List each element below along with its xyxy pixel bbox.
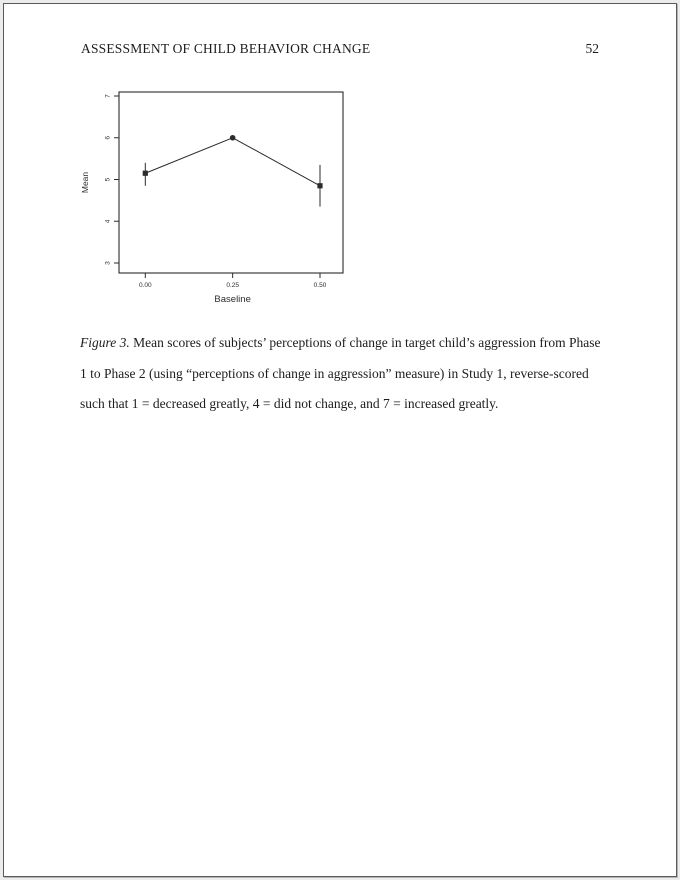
y-tick-label: 3 [104,261,112,265]
y-axis-title: Mean [80,171,90,194]
y-tick-label: 6 [104,135,112,140]
caption-line-3: such that 1 = decreased greatly, 4 = did not change, and 7 = increased greatly. [80,396,499,411]
figure-caption [80,328,620,420]
caption-text-1: Mean scores of subjects’ perceptions of change in target child’s aggression from Phase [129,335,601,350]
plot-box [119,92,343,273]
figure-3 [71,81,371,311]
document-page [3,3,677,877]
running-head: ASSESSMENT OF CHILD BEHAVIOR CHANGE [81,41,371,56]
page-number: 52 [585,41,599,56]
y-tick-label: 4 [104,219,112,224]
y-tick-label: 7 [104,94,112,98]
data-point [230,135,236,141]
line-chart [71,81,371,311]
y-tick-label: 5 [104,177,112,182]
caption-line-2: 1 to Phase 2 (using “perceptions of change in aggression” measure) in Study 1, reverse-scored [80,365,589,381]
data-point [143,171,148,176]
series-line [145,138,320,186]
x-tick-label: 0.50 [313,282,327,289]
x-axis-title: Baseline [214,294,251,305]
x-tick-label: 0.25 [226,282,239,289]
figure-label: Figure 3. [80,335,130,350]
x-tick-label: 0.00 [138,282,152,289]
data-point [317,183,322,188]
caption-line-1 [80,328,620,359]
